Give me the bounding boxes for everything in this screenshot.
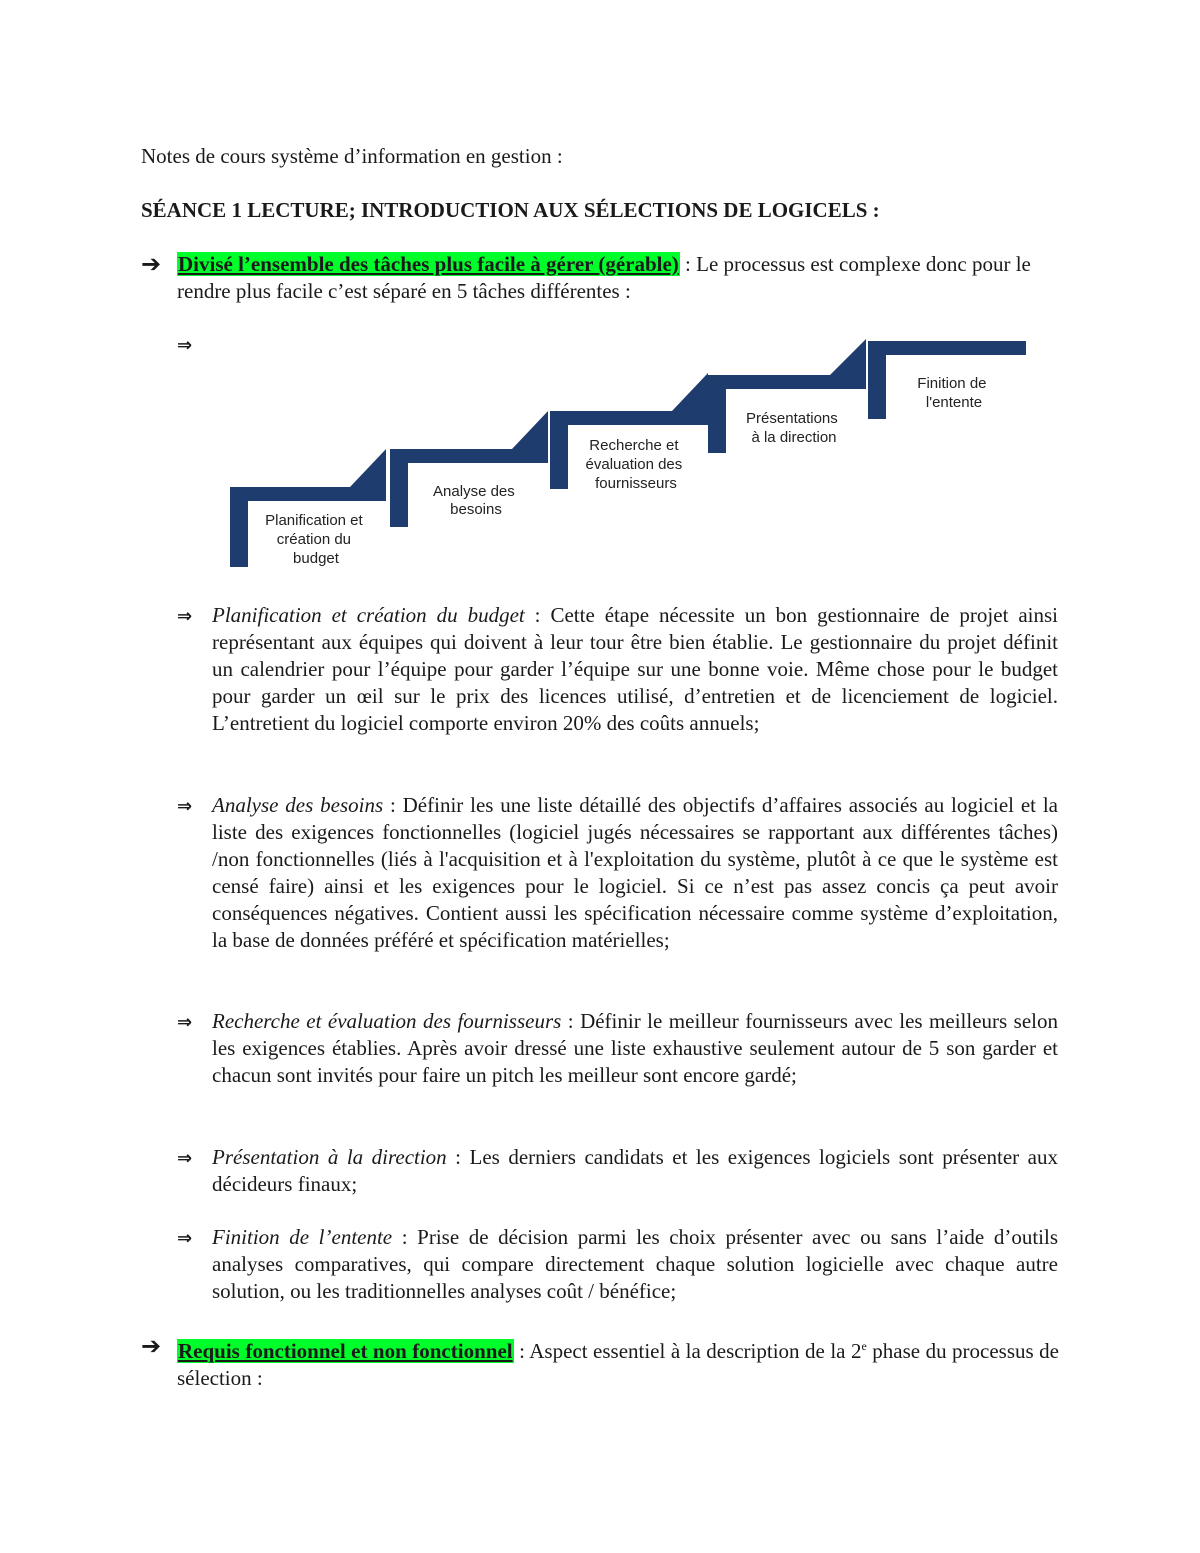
- item-text: : Définir le meilleur fournisseurs avec les meilleurs selon les exigences établies. Après avoir dressé une liste exhaustive seulement autour de 5 son garder et chacun sont invités pour faire un pitch les meilleur sont encore gardé;: [212, 1009, 1058, 1087]
- double-arrow-icon: ⇒: [177, 1228, 193, 1249]
- double-arrow-icon: ⇒: [177, 1148, 193, 1169]
- item-text: : Définir les une liste détaillé des objectifs d’affaires associés au logiciel et la liste des exigences fonctionnelles (logiciel jugés nécessaires se rapportant aux différentes tâches) /non fonctionnelles (liés à l'acquisition et à l'exploitation du système, plutôt à ce que le système est censé faire) ainsi et les exigences pour le logiciel. Si ce n’est pas assez concis ça peut avoir conséquences négatives. Contient aussi les spécification nécessaire comme système d’exploitation, la base de données préféré et spécification matérielles;: [212, 793, 1058, 952]
- doc-title: Notes de cours système d’information en gestion :: [141, 144, 563, 168]
- item-presentation: [212, 1144, 1058, 1198]
- item-term: Planification et création du budget: [212, 603, 525, 627]
- point-requis-text: : Aspect essentiel à la description de la 2: [513, 1339, 862, 1363]
- arrow-right-icon: ➔: [141, 250, 162, 278]
- step-4-label: Présentations à la direction: [746, 410, 838, 446]
- double-arrow-icon: ⇒: [177, 606, 193, 627]
- double-arrow-icon: ⇒: [177, 1012, 193, 1033]
- step-1-label: Planification et création du budget: [265, 512, 363, 567]
- point-divise-text: : Le processus est complexe donc pour le rendre plus facile c’est séparé en 5 tâches différentes :: [177, 252, 1031, 303]
- point-requis: [177, 1333, 1059, 1392]
- item-term: Finition de l’entente: [212, 1225, 393, 1249]
- item-analyse: [212, 792, 1058, 954]
- double-arrow-icon: ⇒: [177, 335, 193, 356]
- item-text: : Les derniers candidats et les exigences logiciels sont présenter aux décideurs finaux;: [212, 1145, 1058, 1196]
- superscript: e: [861, 1339, 867, 1353]
- step-2-label: Analyse des besoins: [433, 483, 515, 518]
- step-5-label: Finition de l'entente: [917, 375, 987, 411]
- item-recherche: [212, 1008, 1058, 1089]
- item-term: Analyse des besoins: [212, 793, 384, 817]
- point-divise: [177, 251, 1057, 305]
- process-steps-diagram: [220, 335, 1040, 575]
- highlight-requis: Requis fonctionnel et non fonctionnel: [178, 1339, 513, 1363]
- item-planification: [212, 602, 1058, 737]
- arrow-right-icon: ➔: [141, 1332, 162, 1360]
- step-3-label: Recherche et évaluation des fournisseurs: [585, 437, 683, 492]
- item-text: : Prise de décision parmi les choix présenter avec ou sans l’aide d’outils analyses comparatives, qui compare directement chaque solution logicielle avec chaque autre solution, ou les traditionnelles analyses coût / bénéfice;: [212, 1225, 1058, 1303]
- item-term: Présentation à la direction: [212, 1145, 447, 1169]
- point-requis-text-after: phase du processus de sélection :: [177, 1339, 1059, 1390]
- item-term: Recherche et évaluation des fournisseurs: [212, 1009, 562, 1033]
- item-finition: [212, 1224, 1058, 1305]
- double-arrow-icon: ⇒: [177, 796, 193, 817]
- session-heading: SÉANCE 1 LECTURE; INTRODUCTION AUX SÉLECTIONS DE LOGICELS :: [141, 198, 880, 222]
- highlight-divise: Divisé l’ensemble des tâches plus facile à gérer (gérable): [178, 252, 679, 276]
- item-text: : Cette étape nécessite un bon gestionnaire de projet ainsi représentant aux équipes qui doivent à leur tour être bien établie. Le gestionnaire du projet définit un calendrier pour l’équipe pour garder l’équipe sur une bonne voie. Même chose pour le budget pour garder un œil sur le prix des licences utilisé, d’entretien et de licenciement de logiciel. L’entretient du logiciel comporte environ 20% des coûts annuels;: [212, 603, 1059, 735]
